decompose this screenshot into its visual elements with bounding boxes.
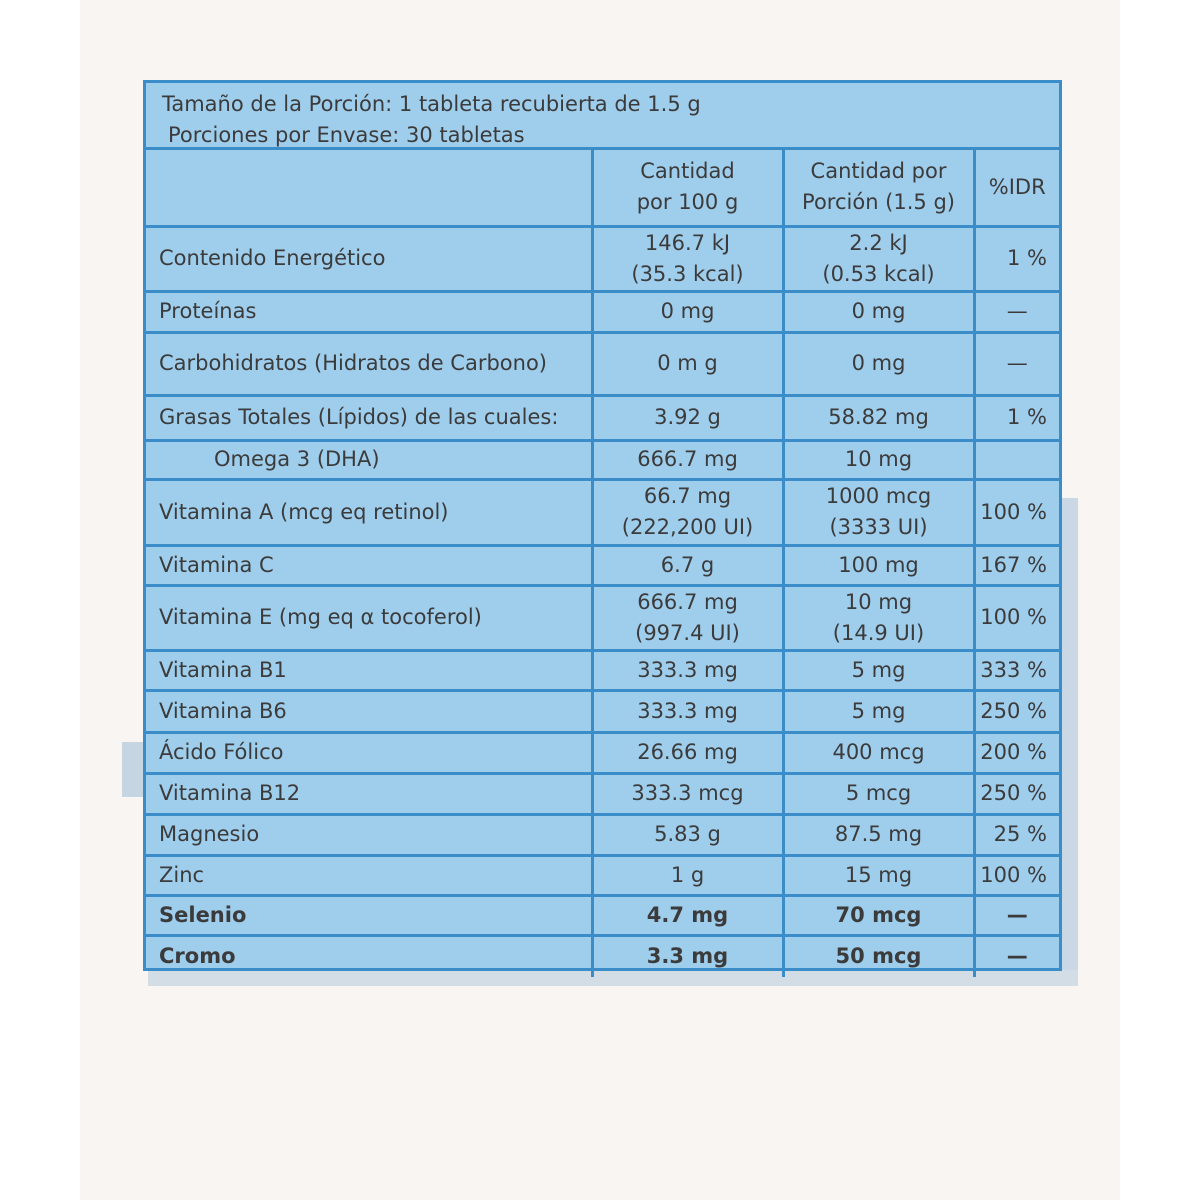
nutrient-name: Vitamina A (mcg eq retinol) bbox=[146, 479, 592, 545]
amount-per-serving: 15 mg bbox=[783, 855, 974, 895]
table-row bbox=[146, 814, 1059, 855]
amount-per-100g: 26.66 mg bbox=[592, 732, 783, 773]
nutrient-name: Grasas Totales (Lípidos) de las cuales: bbox=[146, 395, 592, 440]
amount-per-100g: 333.3 mg bbox=[592, 650, 783, 690]
table-row bbox=[146, 479, 1059, 545]
amount-per-100g: 3.3 mg bbox=[592, 935, 783, 977]
idr-percent: 100 % bbox=[974, 855, 1059, 895]
header-nutrient bbox=[146, 150, 592, 226]
amount-per-serving: 0 mg bbox=[783, 291, 974, 332]
amount-per-serving: 70 mcg bbox=[783, 895, 974, 935]
amount-per-100g: 66.7 mg (222,200 UI) bbox=[592, 479, 783, 545]
nutrient-name: Vitamina B6 bbox=[146, 690, 592, 732]
header-per-100g: Cantidad por 100 g bbox=[592, 150, 783, 226]
amount-per-serving: 0 mg bbox=[783, 332, 974, 395]
table-row bbox=[146, 291, 1059, 332]
amount-per-100g: 666.7 mg (997.4 UI) bbox=[592, 585, 783, 650]
amount-per-100g: 6.7 g bbox=[592, 545, 783, 585]
idr-percent: — bbox=[974, 291, 1059, 332]
table-row bbox=[146, 935, 1059, 977]
nutrient-name: Cromo bbox=[146, 935, 592, 977]
idr-percent: 333 % bbox=[974, 650, 1059, 690]
serving-size: Tamaño de la Porción: 1 tableta recubierta de 1.5 g bbox=[162, 92, 701, 116]
amount-per-100g: 0 m g bbox=[592, 332, 783, 395]
table-row bbox=[146, 395, 1059, 440]
header-per-serving: Cantidad por Porción (1.5 g) bbox=[783, 150, 974, 226]
idr-percent: 250 % bbox=[974, 690, 1059, 732]
amount-per-serving: 400 mcg bbox=[783, 732, 974, 773]
table-row bbox=[146, 585, 1059, 650]
amount-per-serving: 10 mg (14.9 UI) bbox=[783, 585, 974, 650]
serving-info bbox=[146, 83, 1059, 150]
nutrient-name: Ácido Fólico bbox=[146, 732, 592, 773]
nutrient-name: Vitamina B1 bbox=[146, 650, 592, 690]
amount-per-100g: 333.3 mcg bbox=[592, 773, 783, 814]
amount-per-serving: 10 mg bbox=[783, 440, 974, 479]
amount-per-100g: 3.92 g bbox=[592, 395, 783, 440]
amount-per-100g: 1 g bbox=[592, 855, 783, 895]
table-row bbox=[146, 545, 1059, 585]
nutrient-name: Selenio bbox=[146, 895, 592, 935]
table-row bbox=[146, 855, 1059, 895]
idr-percent: — bbox=[974, 935, 1059, 977]
nutrient-name: Vitamina C bbox=[146, 545, 592, 585]
amount-per-100g: 0 mg bbox=[592, 291, 783, 332]
amount-per-serving: 5 mg bbox=[783, 690, 974, 732]
nutrient-name: Magnesio bbox=[146, 814, 592, 855]
idr-percent: 100 % bbox=[974, 479, 1059, 545]
amount-per-serving: 5 mcg bbox=[783, 773, 974, 814]
amount-per-100g: 4.7 mg bbox=[592, 895, 783, 935]
amount-per-100g: 333.3 mg bbox=[592, 690, 783, 732]
amount-per-100g: 666.7 mg bbox=[592, 440, 783, 479]
idr-percent bbox=[974, 440, 1059, 479]
idr-percent: 167 % bbox=[974, 545, 1059, 585]
nutrient-name: Vitamina B12 bbox=[146, 773, 592, 814]
nutrient-name: Contenido Energético bbox=[146, 226, 592, 291]
header-idr: %IDR bbox=[974, 150, 1059, 226]
amount-per-serving: 100 mg bbox=[783, 545, 974, 585]
idr-percent: 200 % bbox=[974, 732, 1059, 773]
nutrient-name: Omega 3 (DHA) bbox=[146, 440, 592, 479]
table-row bbox=[146, 895, 1059, 935]
idr-percent: 1 % bbox=[974, 395, 1059, 440]
idr-percent: 100 % bbox=[974, 585, 1059, 650]
amount-per-serving: 58.82 mg bbox=[783, 395, 974, 440]
table-row bbox=[146, 332, 1059, 395]
table-row bbox=[146, 732, 1059, 773]
table-row bbox=[146, 440, 1059, 479]
idr-percent: 1 % bbox=[974, 226, 1059, 291]
header-row bbox=[146, 150, 1059, 226]
panel-shadow-right bbox=[1062, 498, 1078, 986]
idr-percent: 250 % bbox=[974, 773, 1059, 814]
idr-percent: 25 % bbox=[974, 814, 1059, 855]
nutrient-name: Carbohidratos (Hidratos de Carbono) bbox=[146, 332, 592, 395]
amount-per-serving: 5 mg bbox=[783, 650, 974, 690]
nutrient-name: Vitamina E (mg eq α tocoferol) bbox=[146, 585, 592, 650]
amount-per-serving: 1000 mcg (3333 UI) bbox=[783, 479, 974, 545]
servings-per-container: Porciones por Envase: 30 tabletas bbox=[168, 123, 525, 147]
amount-per-serving: 87.5 mg bbox=[783, 814, 974, 855]
table-row bbox=[146, 226, 1059, 291]
nutrition-table bbox=[146, 150, 1059, 977]
amount-per-100g: 146.7 kJ (35.3 kcal) bbox=[592, 226, 783, 291]
nutrient-name: Proteínas bbox=[146, 291, 592, 332]
table-row bbox=[146, 773, 1059, 814]
amount-per-serving: 2.2 kJ (0.53 kcal) bbox=[783, 226, 974, 291]
idr-percent: — bbox=[974, 895, 1059, 935]
table-row bbox=[146, 690, 1059, 732]
amount-per-100g: 5.83 g bbox=[592, 814, 783, 855]
idr-percent: — bbox=[974, 332, 1059, 395]
nutrient-name: Zinc bbox=[146, 855, 592, 895]
shadow-strip bbox=[122, 742, 144, 797]
nutrition-facts-panel bbox=[143, 80, 1062, 971]
table-row bbox=[146, 650, 1059, 690]
amount-per-serving: 50 mcg bbox=[783, 935, 974, 977]
